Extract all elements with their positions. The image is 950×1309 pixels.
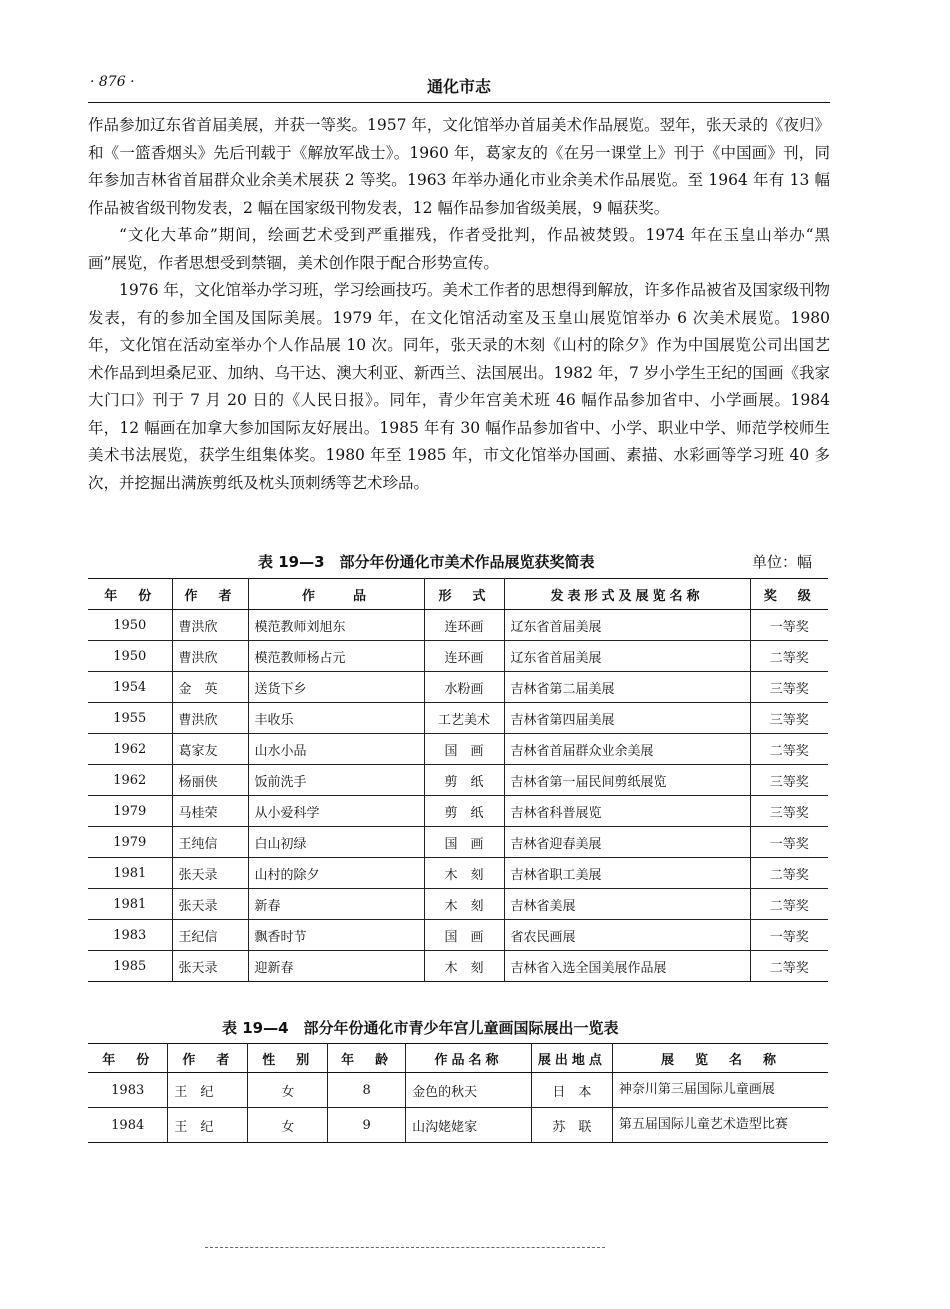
col-header: 作 者 [172,579,248,610]
table-cell: 辽东省首届美展 [504,641,750,672]
col-header: 奖 级 [750,579,828,610]
table-row [88,858,828,889]
table-cell: 日 本 [531,1073,612,1108]
paragraph: 1976 年，文化馆举办学习班，学习绘画技巧。美术工作者的思想得到解放，许多作品被省及国家级刊物发表，有的参加全国及国际美展。1979 年，在文化馆活动室及玉皇山展览馆举办 6 次美术展览。1980 年，文化馆在活动室举办个人作品展 10 次。同年，张天录的木刻《山村的除夕》作为中国展览公司出国艺术作品到坦桑尼亚、加纳、乌干达、澳大利亚、新西兰、法国展出。1982 年，7 岁小学生王纪的国画《我家大门口》刊于 7 月 20 日的《人民日报》。同年，青少年宫美术班 46 幅作品参加省中、小学画展。1984 年，12 幅画在加拿大参加国际友好展出。1985 年有 30 幅作品参加省中、小学、职业中学、师范学校师生美术书法展览，获学生组集体奖。1980 年至 1985 年，市文化馆举办国画、素描、水彩画等学习班 40 多次，并挖掘出满族剪纸及枕头顶刺绣等艺术珍品。 [88,281,830,492]
table-cell: 曹洪欣 [172,641,248,672]
table-row [88,827,828,858]
awards-table-body [88,610,828,982]
table-cell: 饭前洗手 [248,765,424,796]
table-cell: 模范教师杨占元 [248,641,424,672]
table-row [88,796,828,827]
table-cell: 张天录 [172,889,248,920]
table-cell: 1979 [88,827,172,858]
table3-unit: 单位：幅 [752,553,813,571]
table-cell: 二等奖 [750,858,828,889]
table-cell: 二等奖 [750,889,828,920]
table-cell: 1983 [88,1073,168,1108]
table-cell: 杨丽侠 [172,765,248,796]
table-row [88,1108,828,1143]
awards-table [88,578,828,982]
table-cell: 连环画 [424,641,504,672]
table-cell: 1981 [88,858,172,889]
table-cell: 国 画 [424,734,504,765]
col-header: 展 览 名 称 [612,1044,828,1073]
col-header: 展出地点 [531,1044,612,1073]
table-cell: 辽东省首届美展 [504,610,750,641]
table-cell: 曹洪欣 [172,703,248,734]
table-row [88,765,828,796]
table-cell: 新春 [248,889,424,920]
running-title: 通化市志 [426,77,491,96]
table-cell: 山水小品 [248,734,424,765]
table-cell: 丰收乐 [248,703,424,734]
table-cell: 王 纪 [168,1108,248,1143]
table-cell: 王纯信 [172,827,248,858]
exhibition-table [88,1043,828,1143]
table-cell: 8 [328,1073,406,1108]
paragraph: 作品参加辽东省首届美展，并获一等奖。1957 年，文化馆举办首届美术作品展览。翌年，张天录的《夜归》和《一篮香烟头》先后刊载于《解放军战士》。1960 年，葛家友的《在另一课堂上》刊于《中国画》刊，同年参加吉林省首届群众业余美术展获 2 等奖。1963 年举办通化市业余美术作品展览。至 1964 年有 13 幅作品被省级刊物发表，2 幅在国家级刊物发表，12 幅作品参加省级美展，9 幅获奖。 [88,116,830,217]
footer-rule [205,1247,605,1248]
table-row [88,920,828,951]
table-cell: 工艺美术 [424,703,504,734]
table-cell: 三等奖 [750,765,828,796]
table-cell: 1950 [88,610,172,641]
table-cell: 三等奖 [750,672,828,703]
table-cell: 山沟姥姥家 [406,1108,532,1143]
table-cell: 水粉画 [424,672,504,703]
table-cell: 葛家友 [172,734,248,765]
table-cell: 连环画 [424,610,504,641]
table-cell: 张天录 [172,858,248,889]
table-cell: 吉林省入选全国美展作品展 [504,951,750,982]
table-cell: 一等奖 [750,610,828,641]
table-cell: 三等奖 [750,703,828,734]
col-header: 性 别 [248,1044,328,1073]
table-cell: 白山初绿 [248,827,424,858]
table-cell: 吉林省美展 [504,889,750,920]
table-row [88,1073,828,1108]
table-cell: 模范教师刘旭东 [248,610,424,641]
table-cell: 送货下乡 [248,672,424,703]
table-cell: 木 刻 [424,951,504,982]
page-number: · 876 · [90,74,135,90]
table-row [88,672,828,703]
table-cell: 1981 [88,889,172,920]
table-cell: 三等奖 [750,796,828,827]
table-cell: 1954 [88,672,172,703]
table-cell: 第五届国际儿童艺术造型比赛 [612,1108,828,1143]
table-cell: 国 画 [424,827,504,858]
col-header: 年 龄 [328,1044,406,1073]
table-cell: 吉林省迎春美展 [504,827,750,858]
table-cell: 吉林省第二届美展 [504,672,750,703]
page-header [88,72,830,103]
table-row [88,734,828,765]
table-cell: 木 刻 [424,889,504,920]
body-text [88,112,830,497]
table-row [88,703,828,734]
table-cell: 王 纪 [168,1073,248,1108]
col-header: 形 式 [424,579,504,610]
table-cell: 省农民画展 [504,920,750,951]
table-cell: 一等奖 [750,827,828,858]
table4-caption: 表 19—4 部分年份通化市青少年宫儿童画国际展出一览表 [222,1019,619,1037]
table-cell: 张天录 [172,951,248,982]
table-cell: 1962 [88,765,172,796]
table3-caption: 表 19—3 部分年份通化市美术作品展览获奖简表 [258,553,595,571]
table-cell: 1983 [88,920,172,951]
table-cell: 国 画 [424,920,504,951]
table-row [88,641,828,672]
table-row [88,951,828,982]
table-cell: 女 [248,1108,328,1143]
table-cell: 吉林省第一届民间剪纸展览 [504,765,750,796]
table-cell: 剪 纸 [424,765,504,796]
col-header: 作 者 [168,1044,248,1073]
table-cell: 女 [248,1073,328,1108]
table-cell: 迎新春 [248,951,424,982]
table-cell: 从小爱科学 [248,796,424,827]
table-cell: 王纪信 [172,920,248,951]
table-cell: 金色的秋天 [406,1073,532,1108]
table-row [88,889,828,920]
table-cell: 1950 [88,641,172,672]
table-cell: 一等奖 [750,920,828,951]
table-cell: 二等奖 [750,734,828,765]
table-cell: 1979 [88,796,172,827]
table-cell: 飘香时节 [248,920,424,951]
col-header: 发表形式及展览名称 [504,579,750,610]
table-cell: 木 刻 [424,858,504,889]
table-cell: 吉林省第四届美展 [504,703,750,734]
table-cell: 剪 纸 [424,796,504,827]
table-cell: 1962 [88,734,172,765]
col-header: 年 份 [88,579,172,610]
table-cell: 9 [328,1108,406,1143]
paragraph: “文化大革命”期间，绘画艺术受到严重摧残，作者受批判，作品被焚毁。1974 年在玉皇山举办“黑画”展览，作者思想受到禁锢，美术创作限于配合形势宣传。 [88,226,830,272]
table-cell: 马桂荣 [172,796,248,827]
table-cell: 吉林省职工美展 [504,858,750,889]
table-row [88,610,828,641]
table-cell: 吉林省科普展览 [504,796,750,827]
table-cell: 1984 [88,1108,168,1143]
table-cell: 二等奖 [750,951,828,982]
table-cell: 金 英 [172,672,248,703]
exhibition-table-body [88,1073,828,1143]
table-cell: 1955 [88,703,172,734]
col-header: 年 份 [88,1044,168,1073]
table-cell: 曹洪欣 [172,610,248,641]
col-header: 作品名称 [406,1044,532,1073]
table-cell: 吉林省首届群众业余美展 [504,734,750,765]
table-cell: 二等奖 [750,641,828,672]
table-cell: 苏 联 [531,1108,612,1143]
col-header: 作 品 [248,579,424,610]
table-cell: 神奈川第三届国际儿童画展 [612,1073,828,1108]
table-cell: 山村的除夕 [248,858,424,889]
table-cell: 1985 [88,951,172,982]
